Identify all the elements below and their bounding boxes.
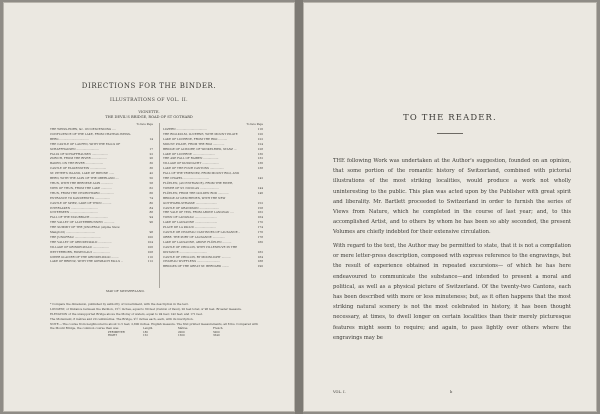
illustration-page: 184 xyxy=(257,254,263,259)
vignette-text: THE DEVIL'S BRIDGE, ROAD OF ST GOTHARD xyxy=(105,114,193,119)
illustration-page: 190 xyxy=(257,264,263,269)
illustration-title: FALL OF THE STAUBBACH .................... xyxy=(50,215,109,220)
table-cell: PERIMETER xyxy=(108,330,125,334)
illustration-page: 42 xyxy=(149,171,153,176)
illustration-page: 152 xyxy=(257,200,263,205)
illustration-title: ENTRANCE TO KANDERSTEG ................. xyxy=(50,195,110,200)
illustration-page: 130 xyxy=(257,151,263,156)
illustration-title: CASTLE OF SPIEZ, LAKE OF THUN .......... xyxy=(50,200,112,205)
illustration-title: THUN, WITH THE BERNESE ALPS ............. xyxy=(50,180,113,185)
illustration-page: 112 xyxy=(147,259,153,264)
table-header: Length. xyxy=(143,327,154,330)
illustration-page: 132 xyxy=(257,156,263,161)
title-rule xyxy=(437,133,463,134)
volume-label: VOL. I. xyxy=(333,390,346,394)
illustration-title: CHATEAU WUFFLENS .......................... xyxy=(163,259,220,264)
illustration-page: 100 xyxy=(147,234,153,239)
illustration-page: 22 xyxy=(149,151,153,156)
illustration-title: UNTERSEEN ............................... xyxy=(50,210,98,215)
illustration-title: LAKE OF LUCERNE, FROM THE RIGI .......... xyxy=(163,136,228,141)
illustration-page: 122 xyxy=(257,136,263,141)
footnote-line: * Compare the dimension, published by authority of Government, with the description in the text. xyxy=(50,302,189,306)
illustration-title: TOWN OF LANGNAU ......................... xyxy=(163,215,217,220)
illustrations-column-right xyxy=(159,123,263,288)
illustration-title: BRIDGE OF ALTDORF, OF WINKELRIED, STANZ ... xyxy=(163,146,237,151)
illustration-title: CASTLE OF CHILLON, WITH VILLENEUVE IN THE xyxy=(163,244,238,249)
illustration-title: LAKE OF THE FOUR CANTONS ................ xyxy=(163,166,225,171)
illustration-page: 188 xyxy=(257,259,263,264)
illustration-page: 124 xyxy=(257,141,263,146)
preface-paragraph-1: THE following Work was undertaken at the Author's suggestion, founded on an opinion, that some portion of the romantic history of Switzerland, combined with pictorial illustrations of the most striking localities, would produce a work not wholly uninteresting to the public. This plan was acted upon by the Publisher with great spirit and liberality. Mr. Bartlett proceeded to Switzerland in order to furnish the series of Views from Nature, which he completed in the course of last year; and, to this accomplished Artist, and to others by whom he has been so ably seconded, the present Volumes are chiefly indebted for their extensive circulation. xyxy=(333,158,571,236)
illustration-title: CONFLUENCE OF THE LAKE, FROM CHATEAU-WEISS- xyxy=(50,131,132,136)
footnote-line: NOTE.—The course from neighboured is about to 5 feet; 2,800 inches. English measure. The first printed measurements, all 8 lbs. Compared with the Mount Bridge, the common course then was xyxy=(50,322,259,331)
table-cell: 3540 xyxy=(213,334,220,338)
illustration-entry xyxy=(50,259,153,264)
illustration-title: THE VALLEY OF GRINDELWALD ............... xyxy=(50,239,112,244)
illustration-page: 146 xyxy=(257,190,263,195)
illustration-title: BRIDGES OF THE GREAT ST. BERNARD ........ xyxy=(163,264,230,269)
illustration-page: 62 xyxy=(149,185,153,190)
illustration-page: 84 xyxy=(149,205,153,210)
illustration-title: FALLS OF SCHAFFHAUSEN .................. xyxy=(50,151,108,156)
illustration-title: THE VALE OF YEIS, FROM ABOVE LANGNAU .... xyxy=(163,210,234,215)
illustration-page: 26 xyxy=(149,156,153,161)
illustration-title: LAKE OF LUCERNE ......................... xyxy=(163,151,215,156)
illustration-title: Mangford) ................................. xyxy=(50,230,96,235)
illustration-page: 66 xyxy=(149,190,153,195)
illustration-title: ZURICH, FROM THE RIVER ................. xyxy=(50,156,107,161)
table-cell: 1500 xyxy=(178,334,185,338)
illustration-page: 164 xyxy=(257,215,263,220)
illustration-title: INTERLAKEN .............................. xyxy=(50,205,98,210)
illustration-page: 80 xyxy=(149,200,153,205)
illustration-title: THE VALLEY OF LAUTERBRUNNEN ............ xyxy=(50,220,115,225)
illustration-title: THUN, FROM THE CHURCHYARD ............... xyxy=(50,190,114,195)
table-header: French. xyxy=(213,327,224,330)
illustration-page: 170 xyxy=(257,220,263,225)
illustration-title: VILLAGE OF GRINDELWALD .................. xyxy=(50,244,109,249)
illustration-page: 106 xyxy=(147,244,153,249)
illustration-page: 120 xyxy=(257,131,263,136)
table-cell: 152 xyxy=(143,334,148,338)
illustration-title: ORBE. THE PORT OF LAUSANNE .............. xyxy=(163,234,226,239)
illustration-title: BERN, WITH THE ALPS OF THE OBERLAND .... xyxy=(50,176,120,181)
illustration-title: THE CASTLE OF LAUFEN, WITH THE FALLS OF xyxy=(50,141,121,146)
table-cell: RIGHT xyxy=(108,334,118,338)
illustration-page: 110 xyxy=(147,254,153,259)
footnote-line: The Monument, 8 mètres and 20 centimètres. The Bridge, 9¼ inches each, each, with its inscription. xyxy=(50,317,194,322)
illustration-title: THE CHAPEL ............................. xyxy=(163,176,210,181)
right-page-title: TO THE READER. xyxy=(403,112,497,122)
vignette-label: VIGNETTE. xyxy=(138,110,160,114)
illustration-page: 116 xyxy=(257,127,263,131)
illustration-page: 180 xyxy=(257,239,263,244)
illustration-title: ST. PETER'S ISLAND, LAKE OF BIENNE ...... xyxy=(50,171,115,176)
illustration-title: LAKE OF BRIENZ, WITH THE GIESBACH FALLS .. xyxy=(50,259,123,264)
illustration-title: FLÜELEN, FROM THE GOLDEN ROD ............ xyxy=(163,190,229,195)
table-header: Mètres. xyxy=(178,327,189,330)
illustration-title: BRIDGE AT GESCHENEN, WITH THE NEW xyxy=(163,195,226,200)
illustration-page: 138 xyxy=(257,166,263,171)
illustration-page: 182 xyxy=(257,249,263,254)
column-header-left: To face Page xyxy=(136,123,153,126)
illustration-page: 96 xyxy=(149,220,153,225)
preface-paragraph-2: With regard to the text, the Author may be permitted to state, that it is not a compilation or mere letter-press description, composed with express reference to the engravings, but the result of experience obtained in repeated excursions— of which he has here endeavoured to communicate the substance—and intended to present a moral and political, as well as a physical picture of Switzerland. Of the twenty-two Cantons, each has been described with more or less minuteness; but, as it often happens that the most striking natural scenery is not the most celebrated in history, it has been thought necessary, at times, to dwell longer on certain localities than their merely picturesque features might seem to require; and again, to pass lightly over others where the engravings may be xyxy=(333,243,571,341)
illustration-title: CASTLE OF CHILLON, BY MOONLIGHT .......... xyxy=(163,254,231,259)
illustration-page: 142 xyxy=(257,176,263,181)
left-page-title: DIRECTIONS FOR THE BINDER. xyxy=(81,82,217,90)
illustration-title: VILLAGE OF KUSSNACHT ................... xyxy=(163,161,219,166)
illustration-title: UPPER GLACIER OF THE GRINDELWALD ........ xyxy=(50,254,119,259)
illustration-title: THE SUMMIT OF THE JUNGFRAU (Alpine Snow xyxy=(50,225,120,230)
footnote-line: ELEVATION of the unsupported Bridge above the Moray of waters, equal to 94 feet; 142 feet; and 171 feet. xyxy=(50,312,203,317)
illustration-title: BADEN, ON THE RIVER .................... xyxy=(50,161,104,166)
illustration-title: THE WEISS-HORN, &c. ON DESCENDING .... xyxy=(50,127,116,131)
illustration-page: 162 xyxy=(257,210,263,215)
table-cell: 5000 xyxy=(213,330,220,334)
book-gutter xyxy=(295,0,303,414)
illustration-title: CASTLE OF FALKENSTEIN .................. xyxy=(50,166,107,171)
column-header-right: To face Page xyxy=(246,123,263,126)
illustration-title: VIEW OF THUN, FROM THE LAKE ............ xyxy=(50,185,112,190)
illustration-entry xyxy=(163,264,263,269)
illustration-title: SCHAFFHAUSEN ......................... xyxy=(50,146,99,151)
illustration-page: 88 xyxy=(149,210,153,215)
illustration-title: TOWER OF ST. NICOLAS ..................... xyxy=(163,185,219,190)
illustration-title: PLACE DE LA PALUD ........................ xyxy=(163,225,216,230)
illustration-title: CASTLE OR CHATEAU CASTINNES OF LAUSANNE .. xyxy=(163,230,241,235)
illustration-page: 174 xyxy=(257,225,263,230)
illustration-page: 144 xyxy=(257,185,263,190)
table-row xyxy=(108,334,248,338)
map-note: MAP OF SWITZERLAND. xyxy=(106,289,145,293)
illustrations-list xyxy=(50,123,262,288)
illustration-page: 104 xyxy=(147,239,153,244)
illustration-page: 178 xyxy=(257,234,263,239)
illustration-title: THE JUNGFRAU ............................. xyxy=(50,234,101,239)
illustration-title: MOUNT PILATE, FROM THE RIGI ............. xyxy=(163,141,225,146)
page-footer xyxy=(333,390,573,394)
illustration-title: DISTANCE ............................... xyxy=(163,249,208,254)
left-page-subtitle: ILLUSTRATIONS OF VOL. II. xyxy=(109,98,189,103)
illustration-page: 98 xyxy=(149,230,153,235)
illustration-title: FALL OF THE TRIENNEZ, FROM MOUNT RIGI, AND xyxy=(163,171,240,176)
footnote-line: LONGEST, or Distance between the Pavilion, 15½ inches, equal to 60 feet (Canton of Vaud), 20 feet total; or 96 feet. Broader measure. xyxy=(50,307,242,312)
signature-mark: b xyxy=(450,390,453,394)
left-page xyxy=(3,2,295,412)
illustration-page: 17 xyxy=(149,146,153,151)
illustration-page: 94 xyxy=(149,215,153,220)
illustration-page: 74 xyxy=(149,195,153,200)
illustration-title: THE AXE FALL OF RAIBEN ................. xyxy=(163,156,219,161)
illustration-title: LUZERN .................................. xyxy=(163,127,207,131)
illustration-title: CASTLE OF GRANDSON ...................... xyxy=(163,205,220,210)
illustration-title: LAKE OF LAUSANNE, ABOVE FLÜELEN .......... xyxy=(163,239,232,244)
illustration-page: 30 xyxy=(149,161,153,166)
illustration-page: 50 xyxy=(149,176,153,181)
illustration-page: 136 xyxy=(257,161,263,166)
illustration-page: 176 xyxy=(257,230,263,235)
illustration-title: LAKE OF LAUSANNE ......................... xyxy=(163,220,218,225)
illustration-title: BERG ................................. xyxy=(50,136,89,141)
right-page xyxy=(303,2,597,412)
illustrations-column-left xyxy=(50,123,153,288)
illustration-page: 14 xyxy=(149,136,153,141)
illustration-page: 108 xyxy=(147,249,153,254)
illustration-title: THE RIGI-KULM, LUCERNE, WITH MOUNT PILATE xyxy=(163,131,238,136)
table-cell: 180 xyxy=(143,330,148,334)
illustration-page: 158 xyxy=(257,205,263,210)
illustration-title: FLÜELEN, (AN ENTRANCE), FROM THE RIVER, xyxy=(163,180,234,185)
illustration-page: 128 xyxy=(257,146,263,151)
vignette-caption xyxy=(3,110,295,119)
illustration-page: 36 xyxy=(149,166,153,171)
illustration-title: WETTERHORN, ROSENLAUI ................... xyxy=(50,249,110,254)
illustration-page: 58 xyxy=(149,180,153,185)
illustration-title: GOTTHARD-STRASSE ........................ xyxy=(163,200,218,205)
table-cell: 2000 xyxy=(178,330,185,334)
measurements-table xyxy=(108,327,248,338)
